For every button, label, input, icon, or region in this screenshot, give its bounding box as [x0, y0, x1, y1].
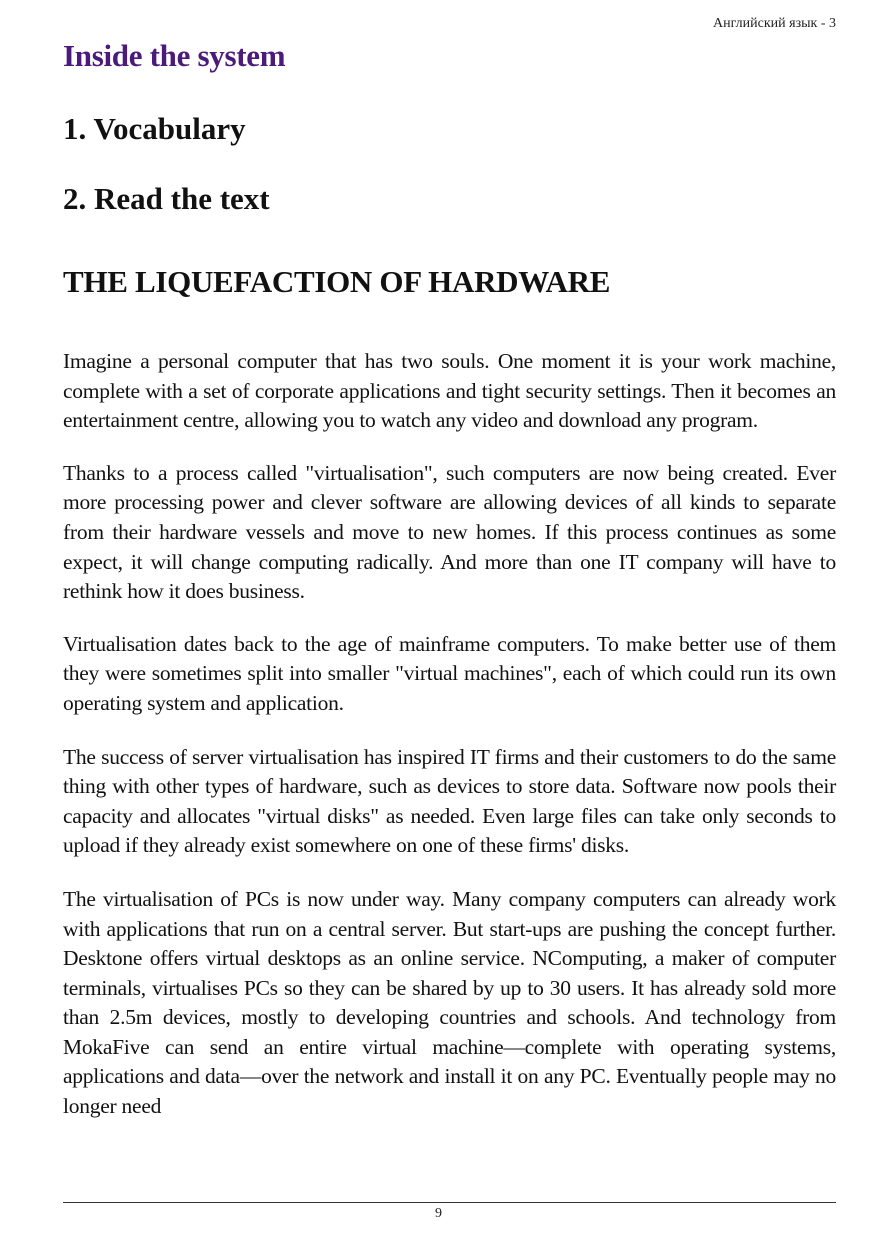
article-paragraph-2: Thanks to a process called "virtualisation", such computers are now being created. Ever more processing power and clever software are allowing devices of all kinds to separate from their hardware vessels and move to new homes. If this process continues as some expect, it will change computing radically. And more than one IT company will have to rethink how it does business. [63, 460, 836, 604]
article-paragraph-4: The success of server virtualisation has inspired IT firms and their customers to do the same thing with other types of hardware, such as devices to store data. Software now pools their capacity and allocates "virtual disks" as needed. Even large files can take only seconds to upload if they already exist somewhere on one of these firms' disks. [63, 744, 836, 858]
footer-divider [63, 1202, 836, 1203]
running-header: Английский язык - 3 [713, 16, 836, 31]
article-title: THE LIQUEFACTION OF HARDWARE [63, 264, 611, 299]
section-title: Inside the system [63, 38, 286, 73]
heading-vocabulary: 1. Vocabulary [63, 111, 246, 146]
article-paragraph-1: Imagine a personal computer that has two souls. One moment it is your work machine, complete with a set of corporate applications and tight security settings. Then it becomes an entertainment centre, allowing you to watch any video and download any program. [63, 349, 836, 433]
page-number: 9 [435, 1206, 442, 1221]
article-paragraph-5: The virtualisation of PCs is now under way. Many company computers can already work with applications that run on a central server. But start-ups are pushing the concept further. Desktone offers virtual desktops as an online service. NComputing, a maker of computer terminals, virtualises PCs so they can be shared by up to 30 users. It has already sold more than 2.5m devices, mostly to developing countries and schools. And technology from MokaFive can send an entire virtual machine—complete with operating systems, applications and data—over the network and install it on any PC. Eventually people may no longer need [63, 886, 836, 1119]
page-content [63, 36, 836, 1122]
article-paragraph-3: Virtualisation dates back to the age of mainframe computers. To make better use of them they were sometimes split into smaller "virtual machines", each of which could run its own operating system and application. [63, 631, 836, 715]
heading-read-text: 2. Read the text [63, 181, 270, 216]
